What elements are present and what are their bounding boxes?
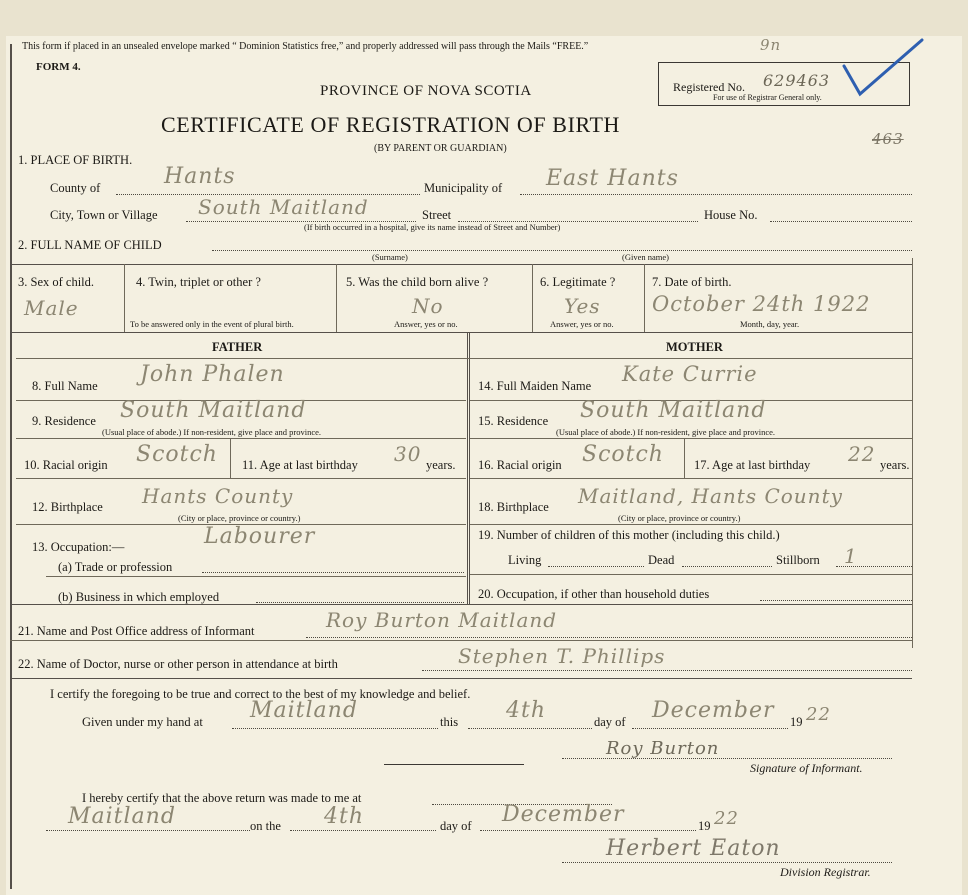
date-of-birth-note: Month, day, year. xyxy=(740,319,800,329)
province-heading: PROVINCE OF NOVA SCOTIA xyxy=(320,83,532,99)
city-label: City, Town or Village xyxy=(50,208,158,222)
mailing-notice: This form if placed in an unsealed envelope marked “ Dominion Statistics free,” and properly addressed will pass through the Mails “FREE.” xyxy=(22,41,589,52)
registrar-signature: Herbert Eaton xyxy=(606,836,781,861)
twin-label: 4. Twin, triplet or other ? xyxy=(136,275,261,289)
this-label: this xyxy=(440,715,459,729)
form-number: FORM 4. xyxy=(36,61,81,73)
row3-divider xyxy=(644,264,645,332)
registrar-day-value: 4th xyxy=(324,804,365,829)
municipality-value: East Hants xyxy=(546,166,679,191)
house-label: House No. xyxy=(704,208,758,222)
doctor-label: 22. Name of Doctor, nurse or other person in attendance at birth xyxy=(18,657,338,671)
certification-month-value: December xyxy=(652,698,775,723)
check-mark-icon xyxy=(836,36,926,106)
father-residence-label: 9. Residence xyxy=(32,414,96,428)
informant-value: Roy Burton Maitland xyxy=(326,608,558,632)
mother-name-label: 14. Full Maiden Name xyxy=(478,379,592,393)
mother-occupation-label: 20. Occupation, if other than household duties xyxy=(478,587,710,601)
registrar-on-the-label: on the xyxy=(250,819,281,833)
father-racial-label: 10. Racial origin xyxy=(24,458,108,472)
mother-age-unit: years. xyxy=(880,458,910,472)
father-row-rule xyxy=(16,478,466,479)
father-age-unit: years. xyxy=(426,458,456,472)
father-occupation-label: 13. Occupation:— xyxy=(32,540,125,554)
given-under-hand-label: Given under my hand at xyxy=(82,715,203,729)
top-right-mark: 9n xyxy=(760,36,782,54)
father-occupation-value: Labourer xyxy=(204,524,316,549)
mother-row-rule xyxy=(470,574,912,575)
children-count-label: 19. Number of children of this mother (including this child.) xyxy=(478,528,780,542)
born-alive-value: No xyxy=(412,294,444,318)
mother-racial-label: 16. Racial origin xyxy=(478,458,562,472)
registrar-day-of-label: day of xyxy=(440,819,472,833)
mother-birthplace-note: (City or place, province or country.) xyxy=(618,513,741,523)
date-of-birth-value: October 24th 1922 xyxy=(652,292,871,316)
informant-line xyxy=(306,637,912,638)
twin-note: To be answered only in the event of plural birth. xyxy=(130,319,294,329)
date-of-birth-label: 7. Date of birth. xyxy=(652,275,732,289)
certification-top-rule xyxy=(10,678,912,679)
stillborn-label: Stillborn xyxy=(776,553,820,567)
informant-label: 21. Name and Post Office address of Informant xyxy=(18,624,255,638)
mother-row-rule xyxy=(470,478,912,479)
trade-label: (a) Trade or profession xyxy=(58,560,173,574)
legitimate-note: Answer, yes or no. xyxy=(550,319,614,329)
street-note: (If birth occurred in a hospital, give its name instead of Street and Number) xyxy=(304,222,561,232)
registrar-statement: I hereby certify that the above return was made to me at xyxy=(82,791,362,805)
parents-divider xyxy=(467,332,470,604)
left-border xyxy=(10,44,12,889)
municipality-label: Municipality of xyxy=(424,181,503,195)
born-alive-label: 5. Was the child born alive ? xyxy=(346,275,489,289)
mother-row-rule xyxy=(470,524,912,525)
living-line xyxy=(548,566,644,567)
legitimate-value: Yes xyxy=(564,294,601,318)
row3-divider xyxy=(336,264,337,332)
mother-name-value: Kate Currie xyxy=(622,362,758,386)
certification-year-value: 22 xyxy=(806,704,831,725)
legitimate-label: 6. Legitimate ? xyxy=(540,275,616,289)
sex-value: Male xyxy=(24,296,79,320)
child-name-line xyxy=(212,250,912,251)
registrar-place-value: Maitland xyxy=(68,804,176,829)
day-line xyxy=(468,728,592,729)
stillborn-value: 1 xyxy=(844,544,858,568)
row3-top-rule xyxy=(10,264,912,265)
mother-residence-note: (Usual place of abode.) If non-resident, give place and province. xyxy=(556,427,776,437)
registrar-month-line xyxy=(480,830,696,831)
municipality-line xyxy=(520,194,912,195)
county-label: County of xyxy=(50,181,101,195)
stillborn-line xyxy=(836,566,912,567)
certification-year-prefix: 19 xyxy=(790,715,803,729)
father-name-label: 8. Full Name xyxy=(32,379,98,393)
mother-heading: MOTHER xyxy=(666,340,723,354)
mother-racial-value: Scotch xyxy=(582,442,664,467)
dead-label: Dead xyxy=(648,553,675,567)
mother-birthplace-value: Maitland, Hants County xyxy=(578,484,843,508)
registrar-place-line xyxy=(46,830,250,831)
informant-signature-line xyxy=(562,758,892,759)
registrar-signature-line xyxy=(562,862,892,863)
row3-divider xyxy=(532,264,533,332)
place-of-birth-heading: 1. PLACE OF BIRTH. xyxy=(18,153,133,167)
doctor-line xyxy=(422,670,912,671)
registered-number: 629463 xyxy=(763,71,831,90)
father-row-rule xyxy=(46,576,466,577)
registrar-year-value: 22 xyxy=(714,808,739,829)
business-line xyxy=(256,602,464,603)
father-heading: FATHER xyxy=(212,340,263,354)
registrar-use-note: For use of Registrar General only. xyxy=(713,93,822,102)
living-label: Living xyxy=(508,553,542,567)
mother-age-divider xyxy=(684,438,685,478)
mother-age-value: 22 xyxy=(848,442,876,466)
informant-top-rule xyxy=(10,604,912,605)
registrar-year-prefix: 19 xyxy=(698,819,711,833)
child-name-heading: 2. FULL NAME OF CHILD xyxy=(18,238,162,252)
father-age-label: 11. Age at last birthday xyxy=(242,458,358,472)
right-border xyxy=(912,258,913,648)
father-age-divider xyxy=(230,438,231,478)
certificate-subtitle: (BY PARENT OR GUARDIAN) xyxy=(374,143,507,154)
sex-label: 3. Sex of child. xyxy=(18,275,95,289)
dead-line xyxy=(682,566,772,567)
registrar-day-line xyxy=(290,830,436,831)
house-line xyxy=(770,221,912,222)
city-value: South Maitland xyxy=(198,195,369,219)
trade-line xyxy=(202,572,464,573)
certification-day-of-label: day of xyxy=(594,715,626,729)
surname-label: (Surname) xyxy=(372,252,408,262)
mother-row-rule xyxy=(470,438,912,439)
parents-heading-rule xyxy=(16,358,912,359)
street-label: Street xyxy=(422,208,452,222)
row3-divider xyxy=(124,264,125,332)
certification-day-value: 4th xyxy=(506,698,547,723)
certification-statement: I certify the foregoing to be true and correct to the best of my knowledge and belief. xyxy=(50,687,471,701)
registrar-signature-label: Division Registrar. xyxy=(780,865,871,879)
mother-birthplace-label: 18. Birthplace xyxy=(478,500,549,514)
father-birthplace-label: 12. Birthplace xyxy=(32,500,103,514)
given-name-label: (Given name) xyxy=(622,252,669,262)
month-line xyxy=(632,728,788,729)
informant-signature-label: Signature of Informant. xyxy=(750,761,863,775)
father-residence-note: (Usual place of abode.) If non-resident, give place and province. xyxy=(102,427,322,437)
father-racial-value: Scotch xyxy=(136,442,218,467)
father-age-value: 30 xyxy=(394,442,422,466)
given-place-value: Maitland xyxy=(250,698,358,723)
doctor-value: Stephen T. Phillips xyxy=(458,644,666,668)
mother-age-label: 17. Age at last birthday xyxy=(694,458,811,472)
mother-residence-label: 15. Residence xyxy=(478,414,549,428)
father-birthplace-note: (City or place, province or country.) xyxy=(178,513,301,523)
registrar-month-value: December xyxy=(502,802,625,827)
side-mark: 463 xyxy=(872,130,904,148)
signature-short-rule xyxy=(384,764,524,765)
mother-occupation-line xyxy=(760,600,912,601)
father-name-value: John Phalen xyxy=(140,362,285,387)
father-row-rule xyxy=(16,438,466,439)
father-residence-value: South Maitland xyxy=(120,398,307,423)
registered-label: Registered No. xyxy=(673,80,745,94)
county-value: Hants xyxy=(164,164,236,189)
mother-residence-value: South Maitland xyxy=(580,398,767,423)
birth-certificate-form xyxy=(6,36,962,895)
given-place-line xyxy=(232,728,438,729)
business-label: (b) Business in which employed xyxy=(58,590,220,604)
certificate-title: CERTIFICATE OF REGISTRATION OF BIRTH xyxy=(161,112,620,137)
row3-bottom-rule xyxy=(10,332,912,333)
father-birthplace-value: Hants County xyxy=(142,484,294,508)
informant-bottom-rule xyxy=(10,640,912,641)
informant-signature: Roy Burton xyxy=(606,738,720,759)
born-alive-note: Answer, yes or no. xyxy=(394,319,458,329)
